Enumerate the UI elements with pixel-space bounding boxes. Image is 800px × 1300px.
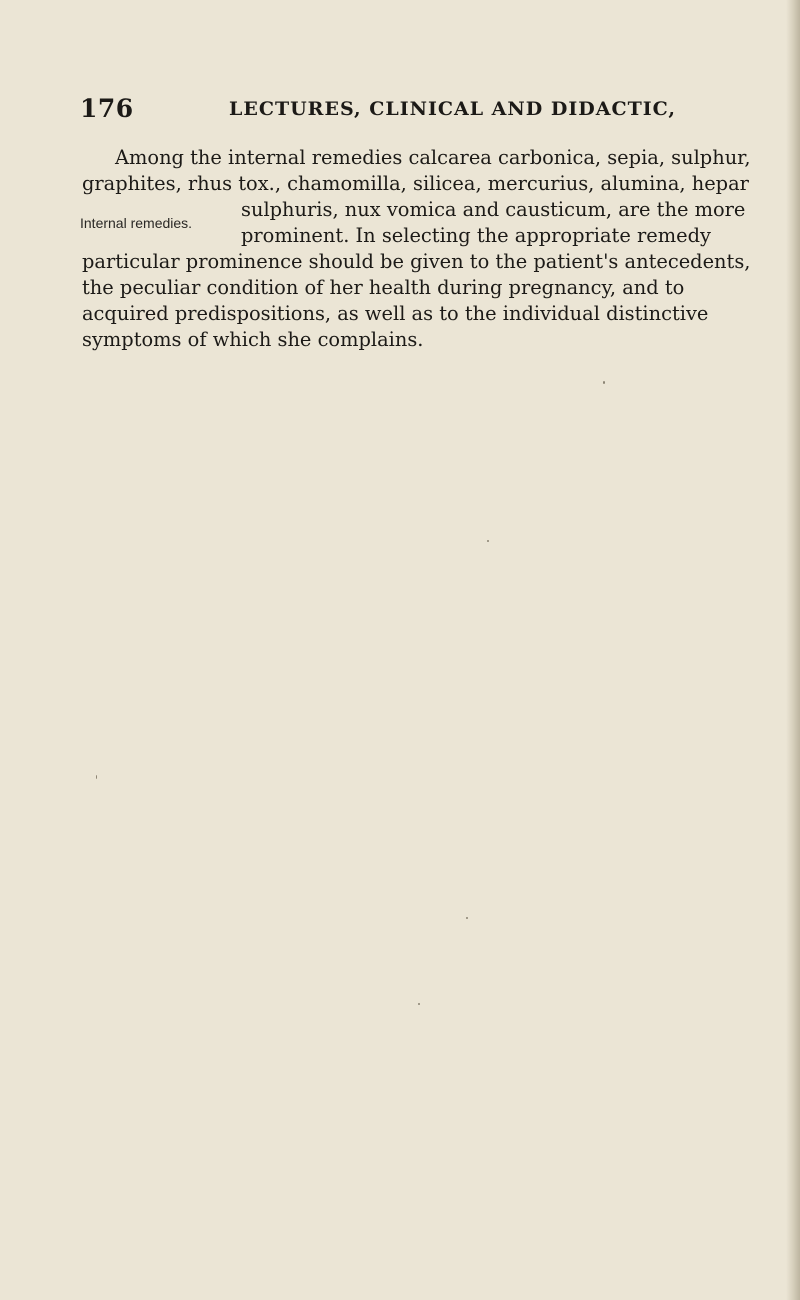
paper-speck: [603, 381, 605, 384]
running-title: LECTURES, CLINICAL AND DIDACTIC,: [229, 98, 677, 120]
paragraph-line: acquired predispositions, as well as to the individual distinctive: [82, 302, 709, 325]
margin-note: Internal remedies.: [80, 215, 193, 231]
paper-speck: [466, 917, 468, 919]
paragraph-line: particular prominence should be given to the patient's antecedents,: [82, 250, 751, 273]
paragraph-line: graphites, rhus tox., chamomilla, silicea, mercurius, alumina, hepar: [82, 172, 749, 195]
running-head: [80, 94, 677, 124]
page-edge-shadow: [786, 0, 800, 1300]
paragraph-line: Among the internal remedies calcarea carbonica, sepia, sulphur,: [115, 146, 751, 169]
paragraph-line: the peculiar condition of her health during pregnancy, and to: [82, 276, 685, 299]
paragraph-line: symptoms of which she complains.: [82, 328, 424, 351]
page-number: 176: [80, 94, 134, 123]
paper-speck: [418, 1003, 420, 1005]
paper-speck: [487, 540, 489, 542]
paper-speck: [96, 775, 97, 779]
paragraph-line: sulphuris, nux vomica and causticum, are the more: [241, 198, 746, 221]
paragraph-line: prominent. In selecting the appropriate remedy: [241, 224, 711, 247]
